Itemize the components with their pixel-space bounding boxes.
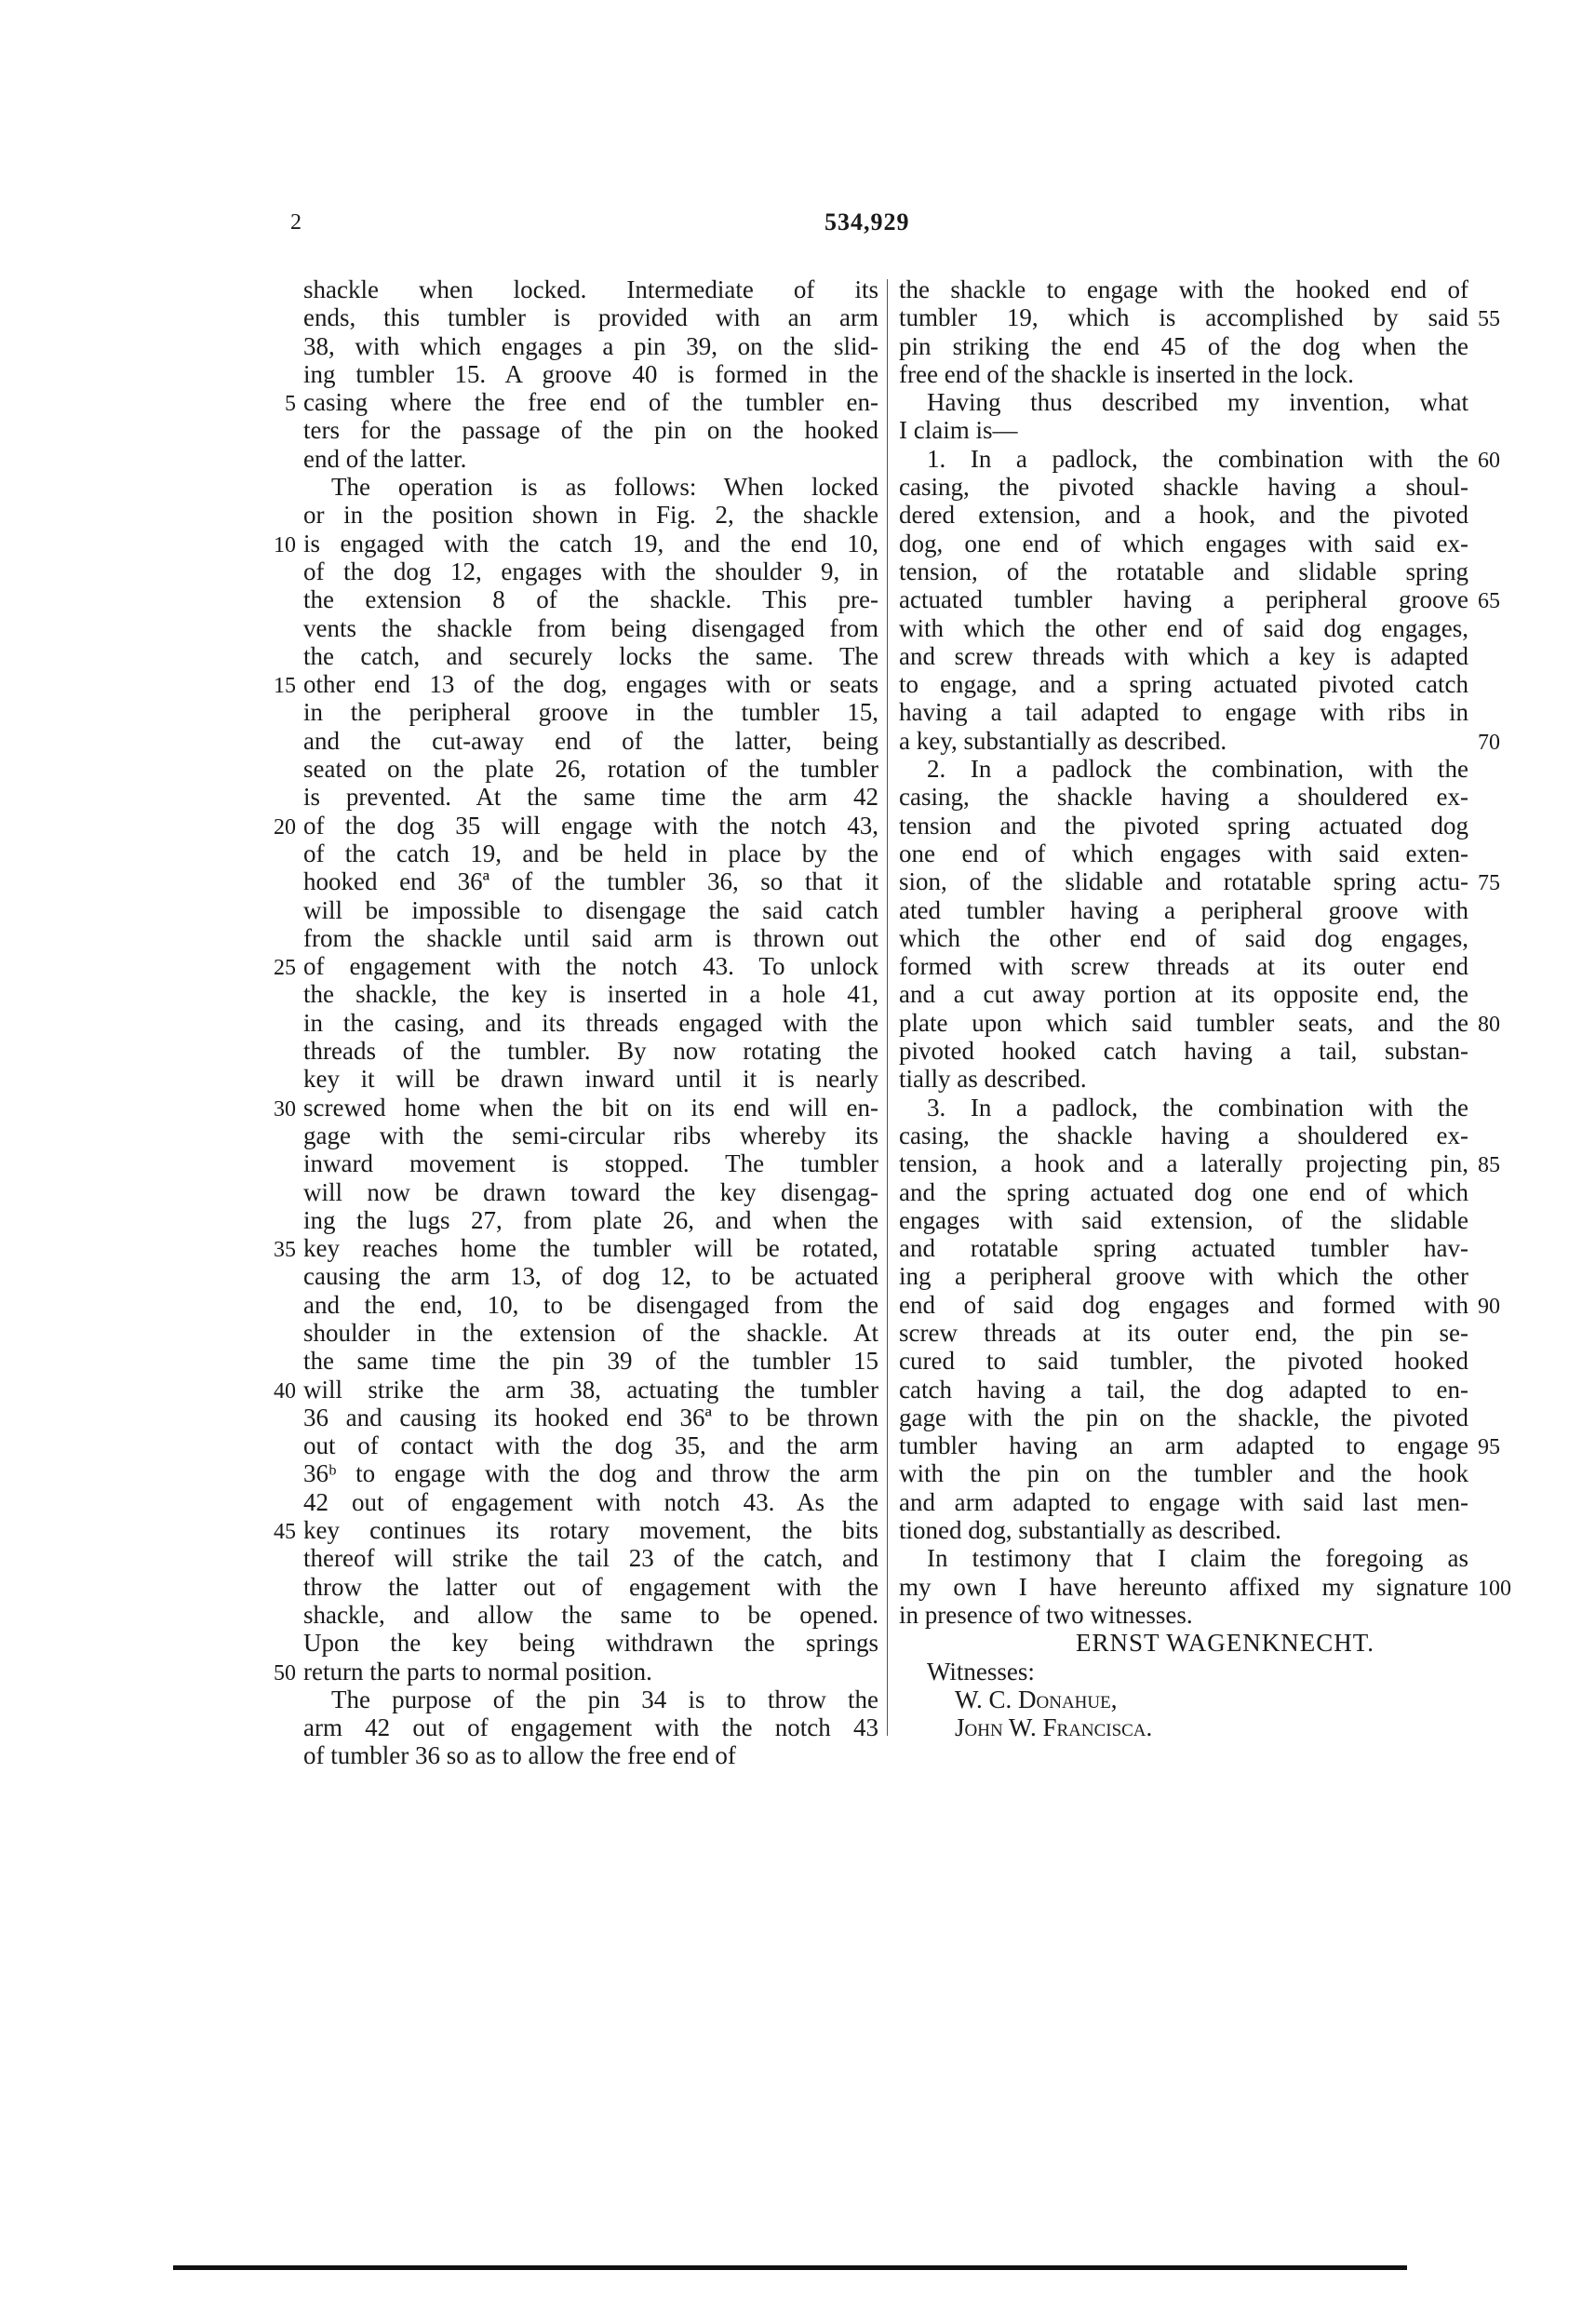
text-line: key it will be drawn inward until it is nearly xyxy=(303,1065,878,1094)
text-line: ing the lugs 27, from plate 26, and when the xyxy=(303,1205,878,1234)
text-line: shoulder in the extension of the shackle. At xyxy=(303,1318,878,1347)
line-number-left: 25 xyxy=(274,956,296,981)
text-line: the shackle to engage with the hooked end of xyxy=(899,275,1468,303)
text-line: which the other end of said dog engages, xyxy=(899,923,1468,952)
bottom-rule xyxy=(173,2265,1407,2270)
line-number-right: 60 xyxy=(1478,448,1500,473)
text-line: or in the position shown in Fig. 2, the shackle xyxy=(303,501,878,530)
text-line: is engaged with the catch 19, and the end 10, xyxy=(303,529,878,557)
text-line: casing where the free end of the tumbler en- xyxy=(303,388,878,417)
text-line: causing the arm 13, of dog 12, to be actuated xyxy=(303,1262,878,1291)
text-line: catch having a tail, the dog adapted to en- xyxy=(899,1375,1468,1404)
witness-name: John W. Francisca. xyxy=(955,1713,1153,1742)
text-line: having a tail adapted to engage with ribs in xyxy=(899,698,1468,727)
text-line: I claim is— xyxy=(899,416,1018,445)
line-number-left: 40 xyxy=(274,1378,296,1404)
text-line: the extension 8 of the shackle. This pre- xyxy=(303,585,878,614)
text-line: ters for the passage of the pin on the hooked xyxy=(303,416,878,445)
text-line: of tumbler 36 so as to allow the free end of xyxy=(303,1741,736,1770)
text-line: vents the shackle from being disengaged from xyxy=(303,613,878,642)
text-line: arm 42 out of engagement with the notch 43 xyxy=(303,1713,878,1742)
left-text-column xyxy=(303,275,878,1770)
text-line: casing, the shackle having a shouldered ex- xyxy=(899,783,1468,812)
right-text-column xyxy=(899,275,1468,1741)
text-line: other end 13 of the dog, engages with or seats xyxy=(303,670,878,699)
text-line: formed with screw threads at its outer end xyxy=(899,952,1468,981)
text-line: in presence of two witnesses. xyxy=(899,1600,1193,1629)
text-line: free end of the shackle is inserted in the lock. xyxy=(899,359,1354,388)
text-line: seated on the plate 26, rotation of the tumbler xyxy=(303,755,878,784)
patent-number: 534,929 xyxy=(825,208,910,235)
text-line: shackle when locked. Intermediate of its xyxy=(303,275,878,303)
text-line: sion, of the slidable and rotatable spring actu- xyxy=(899,867,1468,896)
text-line: key reaches home the tumbler will be rotated, xyxy=(303,1234,878,1263)
text-line: and a cut away portion at its opposite end, the xyxy=(899,980,1468,1009)
text-line: 36ᵇ to engage with the dog and throw the arm xyxy=(303,1459,878,1488)
text-line: In testimony that I claim the foregoing as xyxy=(927,1544,1468,1573)
text-line: inward movement is stopped. The tumbler xyxy=(303,1149,878,1178)
text-line: ends, this tumbler is provided with an arm xyxy=(303,303,878,332)
text-line: pivoted hooked catch having a tail, substan- xyxy=(899,1037,1468,1066)
text-line: of engagement with the notch 43. To unlock xyxy=(303,952,878,981)
line-number-left: 35 xyxy=(274,1238,296,1263)
line-number-right: 85 xyxy=(1478,1153,1500,1178)
text-line: dered extension, and a hook, and the pivoted xyxy=(899,501,1468,530)
text-line: casing, the shackle having a shouldered ex- xyxy=(899,1121,1468,1149)
text-line: key continues its rotary movement, the bits xyxy=(303,1516,878,1545)
text-line: end of the latter. xyxy=(303,444,467,473)
text-line: and the spring actuated dog one end of which xyxy=(899,1177,1468,1206)
text-line: and screw threads with which a key is adapted xyxy=(899,641,1468,670)
witnesses-label: Witnesses: xyxy=(927,1657,1035,1686)
text-line: Upon the key being withdrawn the springs xyxy=(303,1629,878,1658)
text-line: ated tumbler having a peripheral groove with xyxy=(899,895,1468,924)
text-line: the same time the pin 39 of the tumbler 15 xyxy=(303,1347,878,1376)
text-line: is prevented. At the same time the arm 42 xyxy=(303,783,878,812)
text-line: and arm adapted to engage with said last men- xyxy=(899,1487,1468,1516)
text-line: to engage, and a spring actuated pivoted catch xyxy=(899,670,1468,699)
text-line: 3. In a padlock, the combination with the xyxy=(927,1093,1468,1122)
text-line: out of contact with the dog 35, and the arm xyxy=(303,1431,878,1460)
text-line: casing, the pivoted shackle having a shoul- xyxy=(899,473,1468,502)
text-line: pin striking the end 45 of the dog when the xyxy=(899,331,1468,360)
text-line: in the peripheral groove in the tumbler 15, xyxy=(303,698,878,727)
text-line: tension and the pivoted spring actuated dog xyxy=(899,811,1468,840)
line-number-right: 90 xyxy=(1478,1294,1500,1319)
text-line: 36 and causing its hooked end 36ª to be thrown xyxy=(303,1403,878,1431)
text-line: screwed home when the bit on its end will en- xyxy=(303,1093,878,1122)
line-number-left: 30 xyxy=(274,1096,296,1122)
text-line: will strike the arm 38, actuating the tumbler xyxy=(303,1375,878,1404)
line-number-right: 100 xyxy=(1478,1576,1511,1601)
text-line: tioned dog, substantially as described. xyxy=(899,1516,1281,1545)
text-line: shackle, and allow the same to be opened. xyxy=(303,1600,878,1629)
line-number-left: 15 xyxy=(274,674,296,699)
text-line: of the dog 12, engages with the shoulder 9, in xyxy=(303,557,878,585)
text-line: engages with said extension, of the slidable xyxy=(899,1205,1468,1234)
inventor-signature: ERNST WAGENKNECHT. xyxy=(1076,1629,1374,1658)
text-line: of the dog 35 will engage with the notch 43, xyxy=(303,811,878,840)
text-line: and rotatable spring actuated tumbler hav- xyxy=(899,1234,1468,1263)
text-line: the catch, and securely locks the same. The xyxy=(303,641,878,670)
line-number-right: 75 xyxy=(1478,871,1500,896)
text-line: the shackle, the key is inserted in a hole 41, xyxy=(303,980,878,1009)
text-line: 38, with which engages a pin 39, on the slid- xyxy=(303,331,878,360)
witness-name: W. C. Donahue, xyxy=(955,1685,1118,1713)
text-line: my own I have hereunto affixed my signature xyxy=(899,1572,1468,1601)
text-line: a key, substantially as described. xyxy=(899,726,1227,755)
text-line: tially as described. xyxy=(899,1065,1087,1094)
line-number-right: 65 xyxy=(1478,589,1500,614)
text-line: of the catch 19, and be held in place by the xyxy=(303,839,878,867)
line-number-right: 80 xyxy=(1478,1012,1500,1037)
text-line: screw threads at its outer end, the pin se- xyxy=(899,1318,1468,1347)
text-line: ing a peripheral groove with which the other xyxy=(899,1262,1468,1291)
line-number-right: 70 xyxy=(1478,730,1500,755)
line-number-left: 45 xyxy=(274,1520,296,1545)
line-number-left: 20 xyxy=(274,814,296,840)
text-line: gage with the semi-circular ribs whereby its xyxy=(303,1121,878,1149)
text-line: in the casing, and its threads engaged with the xyxy=(303,1008,878,1037)
line-number-left: 10 xyxy=(274,532,296,557)
line-number-right: 95 xyxy=(1478,1435,1500,1460)
text-line: The operation is as follows: When locked xyxy=(331,473,878,502)
line-number-left: 50 xyxy=(274,1660,296,1686)
line-number-right: 55 xyxy=(1478,307,1500,332)
text-line: cured to said tumbler, the pivoted hooked xyxy=(899,1347,1468,1376)
text-line: with which the other end of said dog engages, xyxy=(899,613,1468,642)
text-line: 2. In a padlock the combination, with the xyxy=(927,755,1468,784)
column-divider xyxy=(887,279,888,1736)
text-line: with the pin on the tumbler and the hook xyxy=(899,1459,1468,1488)
text-line: hooked end 36ª of the tumbler 36, so that it xyxy=(303,867,878,896)
text-line: thereof will strike the tail 23 of the catch, and xyxy=(303,1544,878,1573)
text-line: will be impossible to disengage the said catch xyxy=(303,895,878,924)
text-line: plate upon which said tumbler seats, and the xyxy=(899,1008,1468,1037)
text-line: end of said dog engages and formed with xyxy=(899,1290,1468,1319)
text-line: tension, a hook and a laterally projecting pin, xyxy=(899,1149,1468,1178)
text-line: tumbler 19, which is accomplished by said xyxy=(899,303,1468,332)
text-line: throw the latter out of engagement with the xyxy=(303,1572,878,1601)
text-line: and the cut-away end of the latter, being xyxy=(303,726,878,755)
text-line: actuated tumbler having a peripheral groove xyxy=(899,585,1468,614)
text-line: threads of the tumbler. By now rotating the xyxy=(303,1037,878,1066)
text-line: from the shackle until said arm is thrown out xyxy=(303,923,878,952)
page-number: 2 xyxy=(290,210,302,235)
text-line: return the parts to normal position. xyxy=(303,1657,652,1686)
text-line: and the end, 10, to be disengaged from the xyxy=(303,1290,878,1319)
text-line: The purpose of the pin 34 is to throw the xyxy=(331,1685,878,1713)
text-line: Having thus described my invention, what xyxy=(927,388,1468,417)
line-number-left: 5 xyxy=(285,392,296,417)
text-line: dog, one end of which engages with said ex- xyxy=(899,529,1468,557)
text-line: gage with the pin on the shackle, the pivoted xyxy=(899,1403,1468,1431)
text-line: 42 out of engagement with notch 43. As the xyxy=(303,1487,878,1516)
text-line: tumbler having an arm adapted to engage xyxy=(899,1431,1468,1460)
text-line: tension, of the rotatable and slidable spring xyxy=(899,557,1468,585)
text-line: one end of which engages with said exten- xyxy=(899,839,1468,867)
text-line: ing tumbler 15. A groove 40 is formed in the xyxy=(303,359,878,388)
text-line: 1. In a padlock, the combination with the xyxy=(927,444,1468,473)
text-line: will now be drawn toward the key disengag- xyxy=(303,1177,878,1206)
